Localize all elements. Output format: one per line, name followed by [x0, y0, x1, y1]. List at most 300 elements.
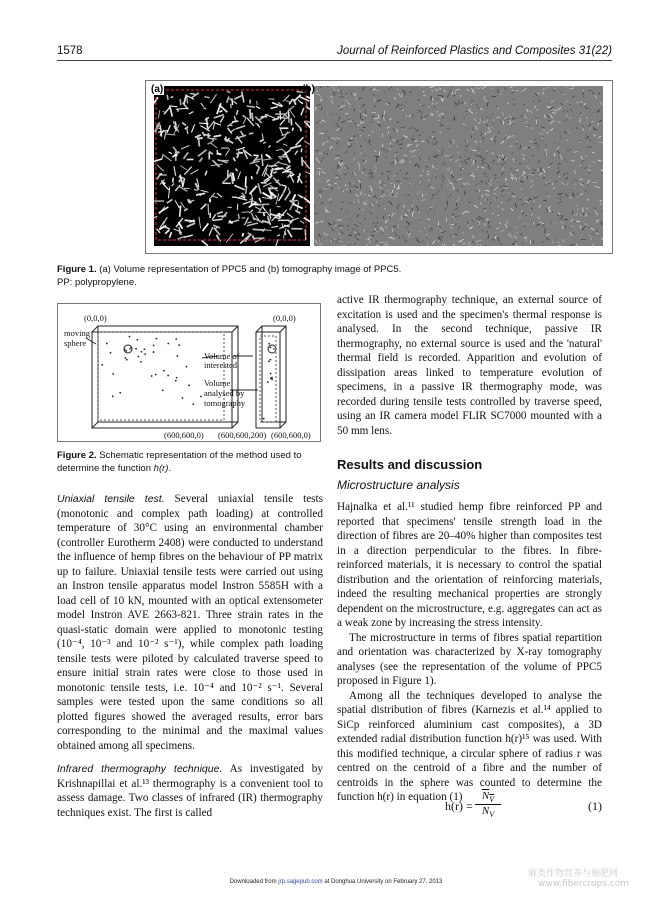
- tomography-speck: [318, 243, 322, 244]
- tomography-speck: [363, 202, 366, 205]
- tomography-speck: [369, 186, 371, 187]
- figure-2-caption-end: .: [168, 463, 172, 474]
- tomography-speck: [559, 201, 562, 204]
- tomography-speck: [425, 116, 427, 117]
- fibre-mark: [190, 170, 198, 175]
- fibre-mark: [164, 132, 165, 139]
- tomography-speck: [488, 221, 489, 225]
- tomography-speck: [459, 157, 462, 158]
- tomography-speck: [386, 118, 388, 121]
- tomography-speck: [461, 160, 463, 163]
- tomography-speck: [553, 187, 555, 189]
- tomography-speck: [361, 153, 362, 155]
- fibre-mark: [304, 141, 310, 145]
- tomography-speck: [404, 209, 405, 212]
- tomography-speck: [516, 232, 517, 233]
- tomography-speck: [360, 114, 361, 118]
- centroid-dot: [269, 347, 271, 349]
- tomography-speck: [365, 139, 366, 141]
- fibre-mark: [217, 193, 222, 197]
- tomography-speck: [357, 238, 359, 240]
- fibre-mark: [300, 221, 304, 224]
- tomography-speck: [408, 209, 410, 211]
- tomography-speck: [484, 99, 488, 102]
- tomography-speck: [375, 225, 377, 227]
- centroid-dot: [153, 344, 155, 346]
- fibre-mark: [214, 115, 224, 118]
- tomography-speck: [509, 146, 512, 147]
- fibre-mark: [184, 167, 191, 175]
- centroid-dot: [162, 389, 164, 391]
- tomography-speck: [537, 110, 538, 111]
- tomography-speck: [573, 232, 576, 235]
- tomography-speck: [331, 138, 332, 139]
- fibre-mark: [242, 212, 249, 213]
- fibre-mark: [281, 185, 286, 186]
- tomography-speck: [535, 106, 536, 107]
- tomography-speck: [414, 163, 416, 167]
- tomography-speck: [597, 213, 598, 215]
- tomography-speck: [393, 226, 397, 227]
- tomography-speck: [544, 228, 545, 233]
- fibre-mark: [175, 185, 180, 191]
- fibre-mark: [252, 213, 255, 220]
- centroid-dot: [112, 395, 114, 397]
- centroid-dot: [138, 356, 140, 358]
- tomography-speck: [452, 142, 455, 145]
- tomography-speck: [320, 96, 322, 99]
- fibre-mark: [232, 98, 233, 105]
- tomography-speck: [411, 94, 412, 95]
- tomography-speck: [453, 186, 454, 190]
- tomography-speck: [538, 176, 539, 177]
- fibre-mark: [285, 191, 291, 200]
- tomography-speck: [384, 208, 385, 209]
- tomography-speck: [482, 230, 483, 232]
- tomography-speck: [355, 122, 357, 126]
- tomography-speck: [421, 113, 422, 115]
- tomography-speck: [514, 118, 515, 119]
- tomography-speck: [562, 226, 563, 229]
- tomography-speck: [438, 190, 439, 193]
- centroid-dot: [141, 351, 143, 353]
- tomography-speck: [344, 100, 348, 101]
- tomography-speck: [476, 190, 479, 191]
- tomography-speck: [338, 119, 339, 121]
- tomography-speck: [542, 241, 544, 242]
- fibre-mark: [198, 150, 207, 157]
- centroid-dot: [153, 351, 155, 353]
- fibre-mark: [179, 187, 187, 192]
- tomography-speck: [505, 224, 507, 228]
- tomography-speck: [480, 244, 481, 246]
- tomography-speck: [503, 162, 505, 165]
- tomography-speck: [332, 183, 333, 184]
- tomography-speck: [427, 139, 430, 143]
- tomography-speck: [526, 109, 528, 112]
- tomography-speck: [336, 138, 341, 139]
- tomography-speck: [442, 99, 445, 100]
- tomography-speck: [480, 240, 481, 241]
- slab-edge: [280, 422, 286, 428]
- tomography-speck: [324, 153, 325, 154]
- tomography-speck: [412, 208, 413, 211]
- tomography-speck: [468, 202, 471, 203]
- tomography-speck: [502, 190, 504, 192]
- fibre-mark: [306, 172, 310, 175]
- tomography-speck: [533, 169, 537, 171]
- tomography-speck: [541, 127, 545, 128]
- tomography-speck: [510, 87, 513, 88]
- tomography-speck: [483, 98, 484, 99]
- tomography-speck: [500, 163, 502, 166]
- tomography-speck: [512, 92, 514, 93]
- tomography-speck: [322, 170, 323, 171]
- tomography-speck: [537, 145, 539, 146]
- tomography-speck: [350, 234, 351, 235]
- centroid-dot: [151, 375, 153, 377]
- fibre-mark: [280, 210, 287, 218]
- tomography-speck: [563, 109, 566, 112]
- fibre-mark: [157, 175, 160, 179]
- tomography-speck: [554, 237, 555, 239]
- tomography-speck: [387, 190, 389, 191]
- tomography-speck: [523, 203, 527, 204]
- fibre-mark: [256, 164, 260, 167]
- tomography-speck: [564, 173, 565, 176]
- fibre-mark: [201, 204, 207, 209]
- tomography-speck: [492, 160, 494, 161]
- tomography-speck: [567, 149, 571, 151]
- fibre-mark: [199, 123, 209, 124]
- volume-render-image: [154, 86, 310, 246]
- tomography-speck: [592, 244, 593, 246]
- fibre-mark: [214, 123, 221, 125]
- tomography-speck: [478, 166, 479, 168]
- slab-back-face: [262, 326, 286, 422]
- tomography-speck: [532, 223, 533, 224]
- volume-bounding-box: [156, 90, 306, 240]
- tomography-speck: [465, 160, 468, 164]
- page-number: 1578: [57, 45, 83, 57]
- tomography-speck: [539, 207, 540, 208]
- tomography-speck: [560, 103, 563, 105]
- fibre-mark: [245, 176, 246, 187]
- centroid-dot: [182, 397, 184, 399]
- tomography-speck: [579, 193, 583, 195]
- tomography-speck: [528, 147, 531, 148]
- tomography-speck: [561, 182, 564, 185]
- tomography-speck: [586, 160, 587, 161]
- tomography-speck: [446, 169, 449, 170]
- tomography-speck: [376, 240, 378, 242]
- tomography-speck: [472, 127, 473, 132]
- tomography-speck: [348, 119, 350, 120]
- tomography-speck: [320, 194, 321, 197]
- tomography-speck: [497, 117, 500, 118]
- tomography-speck: [322, 172, 326, 173]
- tomography-speck: [442, 117, 443, 119]
- tomography-speck: [336, 142, 338, 145]
- tomography-speck: [388, 131, 389, 134]
- figure-1b-tomography: [314, 86, 603, 246]
- tomography-speck: [449, 167, 450, 171]
- tomography-speck: [427, 171, 429, 172]
- tomography-speck: [534, 143, 536, 144]
- tomography-speck: [487, 132, 490, 133]
- tomography-speck: [567, 183, 568, 185]
- tomography-speck: [493, 136, 496, 137]
- tomography-speck: [389, 119, 391, 120]
- centroid-dot: [176, 355, 178, 357]
- tomography-speck: [321, 107, 322, 110]
- tomography-speck: [416, 240, 420, 243]
- tomography-speck: [376, 201, 377, 204]
- tomography-speck: [533, 222, 534, 224]
- tomography-speck: [598, 93, 600, 94]
- fibre-mark: [273, 172, 277, 173]
- tomography-speck: [455, 160, 459, 161]
- tomography-speck: [409, 177, 410, 180]
- fibre-mark: [304, 218, 310, 224]
- tomography-speck: [401, 138, 404, 140]
- tomography-speck: [354, 172, 356, 175]
- fibre-mark: [201, 103, 204, 107]
- tomography-speck: [353, 151, 356, 154]
- tomography-speck: [359, 209, 360, 210]
- tomography-speck: [340, 230, 342, 233]
- tomography-speck: [492, 152, 493, 154]
- tomography-speck: [515, 143, 517, 144]
- tomography-speck: [582, 226, 585, 230]
- tomography-speck: [595, 229, 598, 231]
- tomography-speck: [432, 90, 434, 92]
- tomography-speck: [370, 236, 371, 237]
- tomography-speck: [419, 191, 420, 192]
- fibre-mark: [194, 189, 198, 190]
- header-rule: [57, 60, 612, 61]
- tomography-speck: [345, 93, 347, 94]
- tomography-speck: [371, 173, 372, 177]
- centroid-dot: [144, 353, 146, 355]
- tomography-speck: [460, 95, 461, 96]
- tomography-speck: [554, 142, 555, 144]
- tomography-speck: [453, 140, 454, 141]
- fibre-mark: [169, 232, 171, 238]
- tomography-speck: [433, 131, 436, 132]
- tomography-speck: [544, 149, 547, 151]
- tomography-speck: [597, 220, 599, 221]
- tomography-speck: [487, 231, 488, 233]
- tomography-speck: [375, 89, 376, 90]
- tomography-speck: [404, 205, 405, 208]
- tomography-speck: [478, 121, 481, 124]
- fibre-mark: [287, 213, 293, 218]
- fibre-mark: [295, 151, 298, 155]
- tomography-speck: [532, 240, 533, 244]
- tomography-speck: [587, 208, 588, 209]
- tomography-speck: [494, 91, 495, 92]
- equation-number: (1): [588, 799, 602, 813]
- fibre-mark: [302, 157, 303, 166]
- tomography-speck: [566, 101, 569, 102]
- tomography-speck: [468, 224, 469, 227]
- moving-sphere-pointer: [86, 338, 96, 344]
- tomography-speck: [442, 148, 444, 151]
- tomography-speck: [341, 105, 345, 106]
- tomography-speck: [383, 117, 384, 119]
- tomography-speck: [571, 225, 575, 227]
- footer-link[interactable]: jrp.sagepub.com: [278, 879, 323, 885]
- tomography-speck: [474, 205, 478, 207]
- tomography-speck: [431, 187, 434, 188]
- tomography-speck: [354, 243, 355, 246]
- tomography-speck: [421, 199, 424, 200]
- tomography-speck: [413, 134, 414, 137]
- tomography-speck: [576, 126, 578, 130]
- fibre-mark: [212, 214, 215, 219]
- tomography-speck: [452, 214, 454, 215]
- centroid-dot: [163, 370, 165, 372]
- tomography-speck: [475, 142, 478, 143]
- tomography-speck: [316, 120, 319, 124]
- tomography-speck: [404, 135, 407, 137]
- tomography-speck: [481, 155, 482, 157]
- tomography-speck: [511, 175, 514, 176]
- tomography-speck: [573, 96, 575, 98]
- tomography-speck: [455, 162, 456, 163]
- tomography-speck: [550, 128, 553, 130]
- tomography-speck: [511, 208, 513, 210]
- tomography-speck: [598, 160, 603, 161]
- tomography-speck: [522, 172, 524, 176]
- tomography-speck: [478, 87, 482, 88]
- tomography-speck: [342, 96, 343, 98]
- tomography-speck: [348, 239, 349, 240]
- equation-fraction: [475, 790, 501, 819]
- fibre-mark: [234, 95, 243, 99]
- section-heading: Results and discussion: [337, 457, 483, 472]
- tomography-speck: [436, 192, 438, 195]
- label-volume-interest-1: Volume of: [204, 351, 240, 361]
- tomography-speck: [544, 227, 545, 228]
- fibre-mark: [292, 128, 293, 131]
- tomography-speck: [330, 202, 331, 204]
- tomography-speck: [400, 170, 401, 171]
- tomography-speck: [435, 102, 439, 104]
- tomography-speck: [574, 170, 575, 174]
- tomography-speck: [589, 123, 591, 127]
- fibre-mark: [283, 186, 286, 193]
- figure-1-caption-text: (a) Volume representation of PPC5 and (b) tomography image of PPC5.: [96, 264, 402, 275]
- tomography-speck: [453, 236, 454, 237]
- tomography-speck: [450, 157, 453, 158]
- tomography-speck: [497, 89, 498, 93]
- tomography-speck: [472, 236, 474, 238]
- tomography-speck: [316, 104, 320, 106]
- tomography-speck: [397, 122, 400, 123]
- figure-1b-label: (b): [302, 84, 315, 95]
- tomography-speck: [520, 234, 523, 236]
- equation-lhs: h(r) =: [445, 799, 473, 813]
- tomography-speck: [569, 104, 570, 105]
- tomography-speck: [359, 180, 361, 182]
- label-corner-left: (600,600,0): [164, 430, 204, 440]
- fibre-mark: [250, 109, 251, 119]
- centroid-dot: [192, 403, 194, 405]
- fibre-mark: [213, 135, 221, 137]
- tomography-speck: [429, 107, 430, 108]
- tomography-speck: [565, 193, 568, 197]
- tomography-speck: [529, 199, 532, 200]
- tomography-speck: [539, 160, 540, 163]
- tomography-speck: [537, 168, 538, 172]
- centroid-dot: [140, 361, 142, 363]
- tomography-speck: [345, 185, 347, 186]
- fibre-mark: [217, 235, 219, 239]
- tomography-speck: [434, 138, 436, 140]
- tomography-speck: [356, 98, 357, 99]
- tomography-speck: [543, 169, 545, 173]
- tomography-speck: [422, 241, 423, 242]
- tomography-speck: [320, 87, 321, 88]
- tomography-speck: [533, 155, 534, 156]
- tomography-speck: [380, 198, 382, 200]
- tomography-speck: [409, 91, 412, 93]
- tomography-speck: [509, 168, 512, 170]
- centroid-dot: [188, 384, 190, 386]
- tomography-speck: [399, 220, 402, 221]
- tomography-speck: [523, 147, 528, 149]
- tomography-speck: [387, 171, 390, 172]
- paragraph-thermography-text: As investigated by Krishnapillai et al.¹³ thermography is a convenient tool to assess damage. Two classes of infrared (IR) thermography techniques exist. The first is called: [57, 763, 323, 819]
- fibre-mark: [276, 149, 282, 151]
- fibre-mark: [276, 193, 279, 204]
- cube-edge: [92, 422, 98, 428]
- tomography-speck: [598, 136, 601, 138]
- centroid-dot: [106, 343, 108, 345]
- tomography-speck: [478, 216, 482, 218]
- fibre-mark: [243, 201, 251, 204]
- tomography-speck: [560, 107, 561, 108]
- tomography-speck: [592, 233, 593, 235]
- tomography-speck: [348, 145, 352, 148]
- tomography-speck: [471, 88, 474, 92]
- tomography-speck: [464, 183, 467, 185]
- tomography-speck: [355, 234, 356, 237]
- tomography-speck: [360, 119, 363, 120]
- tomography-speck: [397, 160, 398, 161]
- tomography-speck: [381, 196, 384, 197]
- tomography-speck: [454, 234, 457, 236]
- tomography-speck: [377, 215, 378, 219]
- tomography-speck: [511, 153, 513, 154]
- tomography-speck: [341, 208, 342, 209]
- tomography-speck: [488, 234, 489, 239]
- tomography-speck: [550, 121, 554, 124]
- tomography-speck: [486, 116, 487, 119]
- tomography-speck: [361, 130, 365, 132]
- tomography-speck: [582, 207, 583, 212]
- tomography-speck: [333, 87, 336, 91]
- tomography-speck: [547, 132, 549, 134]
- tomography-speck: [350, 91, 351, 95]
- tomography-speck: [548, 183, 549, 184]
- tomography-speck: [374, 118, 379, 119]
- tomography-speck: [569, 197, 571, 198]
- tomography-speck: [363, 169, 365, 171]
- tomography-speck: [587, 180, 590, 184]
